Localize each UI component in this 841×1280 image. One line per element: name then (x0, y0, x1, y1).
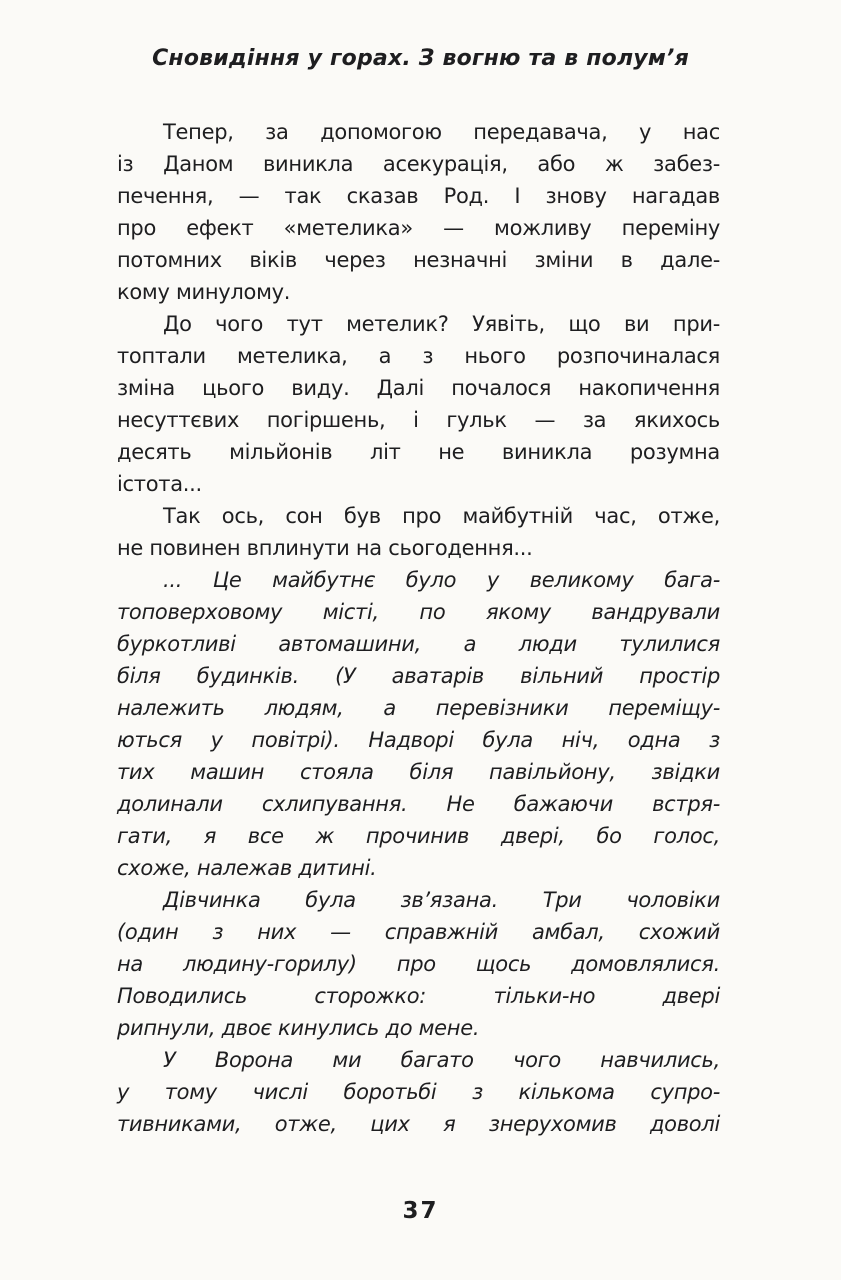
text-line: ... Це майбутнє було у великому бага- (163, 568, 720, 592)
text-line: топоверховому місті, по якому вандрували (117, 600, 720, 624)
text-line: Поводились сторожко: тільки-но двері (117, 984, 720, 1008)
text-line: Дівчинка була зв’язана. Три чоловіки (163, 888, 720, 912)
paragraph (117, 884, 720, 1044)
text-line: не повинен вплинути на сьогодення... (117, 536, 533, 560)
text-line: У Ворона ми багато чого навчились, (163, 1048, 720, 1072)
text-line: істота... (117, 472, 202, 496)
text-line: топтали метелика, а з нього розпочиналася (117, 344, 720, 368)
text-line: біля будинків. (У аватарів вільний простір (117, 664, 720, 688)
text-line: несуттєвих погіршень, і гульк — за якихось (117, 408, 720, 432)
text-line: зміна цього виду. Далі почалося накопичення (117, 376, 720, 400)
paragraph (117, 308, 720, 500)
text-line: у тому числі боротьбі з кількома супро- (117, 1080, 720, 1104)
text-line: тих машин стояла біля павільйону, звідки (117, 760, 720, 784)
page-number: 37 (402, 1198, 439, 1224)
text-line: буркотливі автомашини, а люди тулилися (117, 632, 720, 656)
body-text (117, 116, 720, 1140)
chapter-header: Сновидіння у горах. З вогню та в полум’я (152, 46, 689, 71)
text-line: До чого тут метелик? Уявіть, що ви при- (163, 312, 720, 336)
text-line: печення, — так сказав Род. І знову нагадав (117, 184, 720, 208)
text-line: десять мільйонів літ не виникла розумна (117, 440, 720, 464)
paragraph (117, 116, 720, 308)
text-line: ються у повітрі). Надворі була ніч, одна з (117, 728, 720, 752)
paragraph (117, 564, 720, 884)
text-line: Так ось, сон був про майбутній час, отже, (163, 504, 720, 528)
text-line: гати, я все ж прочинив двері, бо голос, (117, 824, 720, 848)
text-line: потомних віків через незначні зміни в дале- (117, 248, 720, 272)
text-line: про ефект «метелика» — можливу переміну (117, 216, 720, 240)
text-line: кому минулому. (117, 280, 291, 304)
text-line: належить людям, а перевізники переміщу- (117, 696, 720, 720)
text-line: Тепер, за допомогою передавача, у нас (163, 120, 720, 144)
paragraph (117, 500, 720, 564)
text-line: рипнули, двоє кинулись до мене. (117, 1016, 480, 1040)
text-line: долинали схлипування. Не бажаючи встря- (117, 792, 720, 816)
text-line: тивниками, отже, цих я знерухомив доволі (117, 1112, 720, 1136)
text-line: (один з них — справжній амбал, схожий (117, 920, 720, 944)
text-line: схоже, належав дитині. (117, 856, 377, 880)
text-line: із Даном виникла асекурація, або ж забез- (117, 152, 720, 176)
text-line: на людину-горилу) про щось домовлялися. (117, 952, 720, 976)
paragraph (117, 1044, 720, 1140)
